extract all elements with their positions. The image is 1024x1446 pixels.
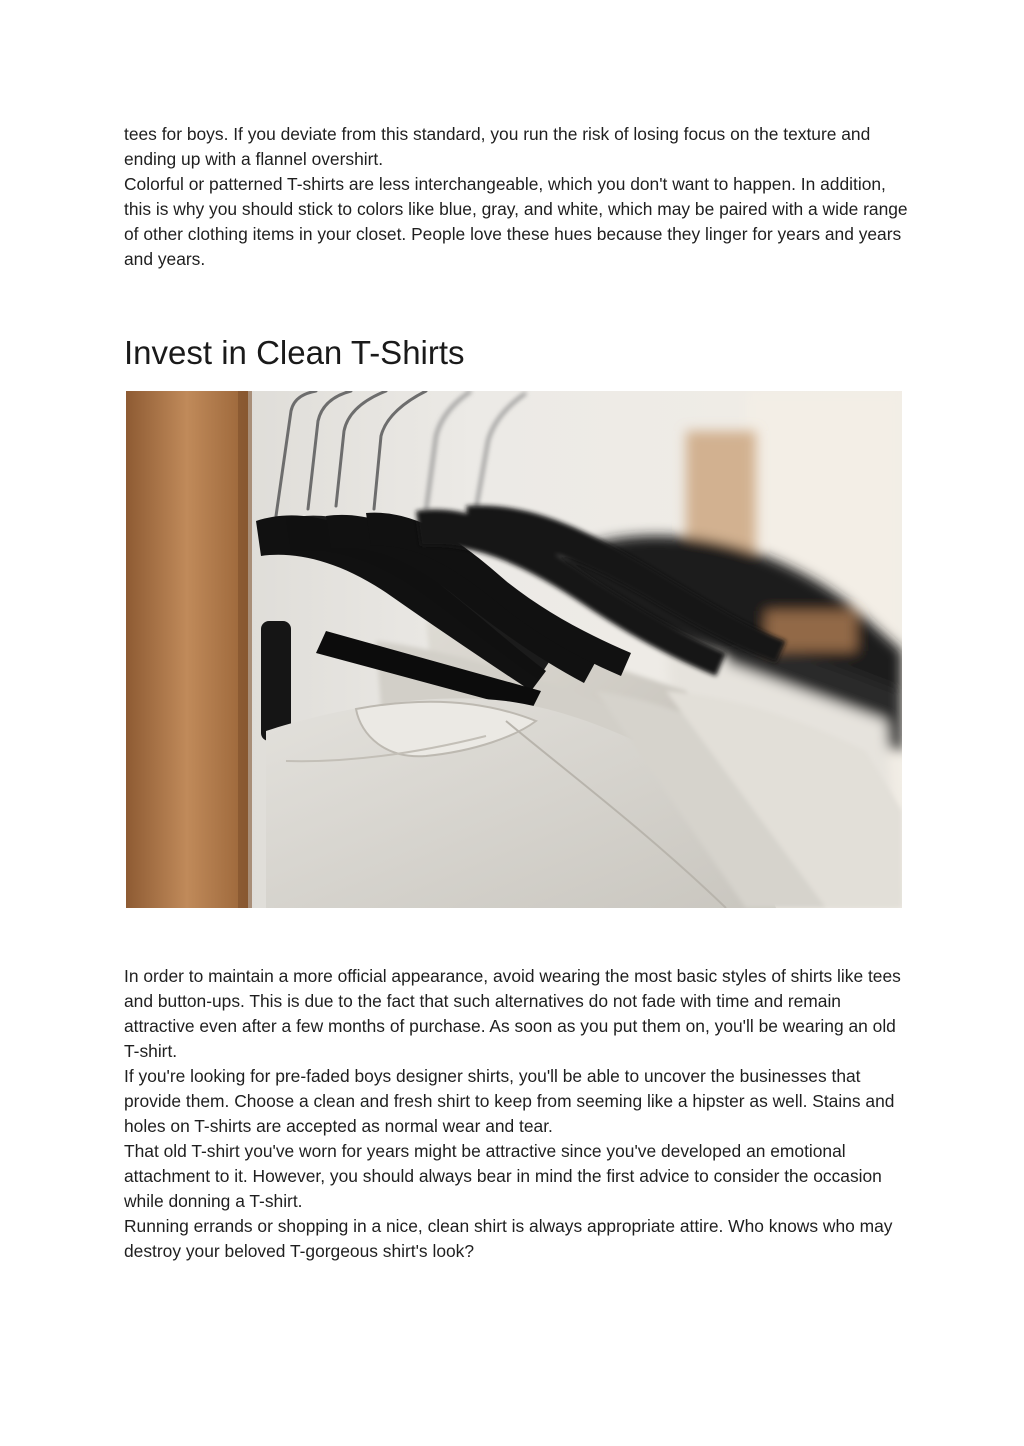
intro-paragraph: Colorful or patterned T-shirts are less interchangeable, which you don't want to happen. In addition, this is why you should stick to colors like blue, gray, and white, which may be paired with a wide range of other clothing items in your closet. People love these hues because they linger for years and years and years. — [124, 174, 908, 269]
intro-text — [124, 122, 914, 272]
body-paragraph: That old T-shirt you've worn for years might be attractive since you've developed an emotional attachment to it. However, you should always bear in mind the first advice to consider the occasion while donning a T-shirt. — [124, 1141, 882, 1211]
body-text — [124, 964, 914, 1264]
section-heading: Invest in Clean T-Shirts — [124, 334, 465, 371]
body-paragraph: In order to maintain a more official appearance, avoid wearing the most basic styles of shirts like tees and button-ups. This is due to the fact that such alternatives do not fade with time and remain attractive even after a few months of purchase. As soon as you put them on, you'll be wearing an old T-shirt. — [124, 966, 901, 1061]
body-paragraph: Running errands or shopping in a nice, clean shirt is always appropriate attire. Who knows who may destroy your beloved T-gorgeous shirt's look? — [124, 1216, 893, 1261]
intro-paragraph: tees for boys. If you deviate from this standard, you run the risk of losing focus on the texture and ending up with a flannel overshirt. — [124, 124, 871, 169]
tshirt-rack-photo — [126, 391, 902, 908]
body-paragraph: If you're looking for pre-faded boys designer shirts, you'll be able to uncover the businesses that provide them. Choose a clean and fresh shirt to keep from seeming like a hipster as well. Stains and holes on T-shirts are accepted as normal wear and tear. — [124, 1066, 895, 1136]
